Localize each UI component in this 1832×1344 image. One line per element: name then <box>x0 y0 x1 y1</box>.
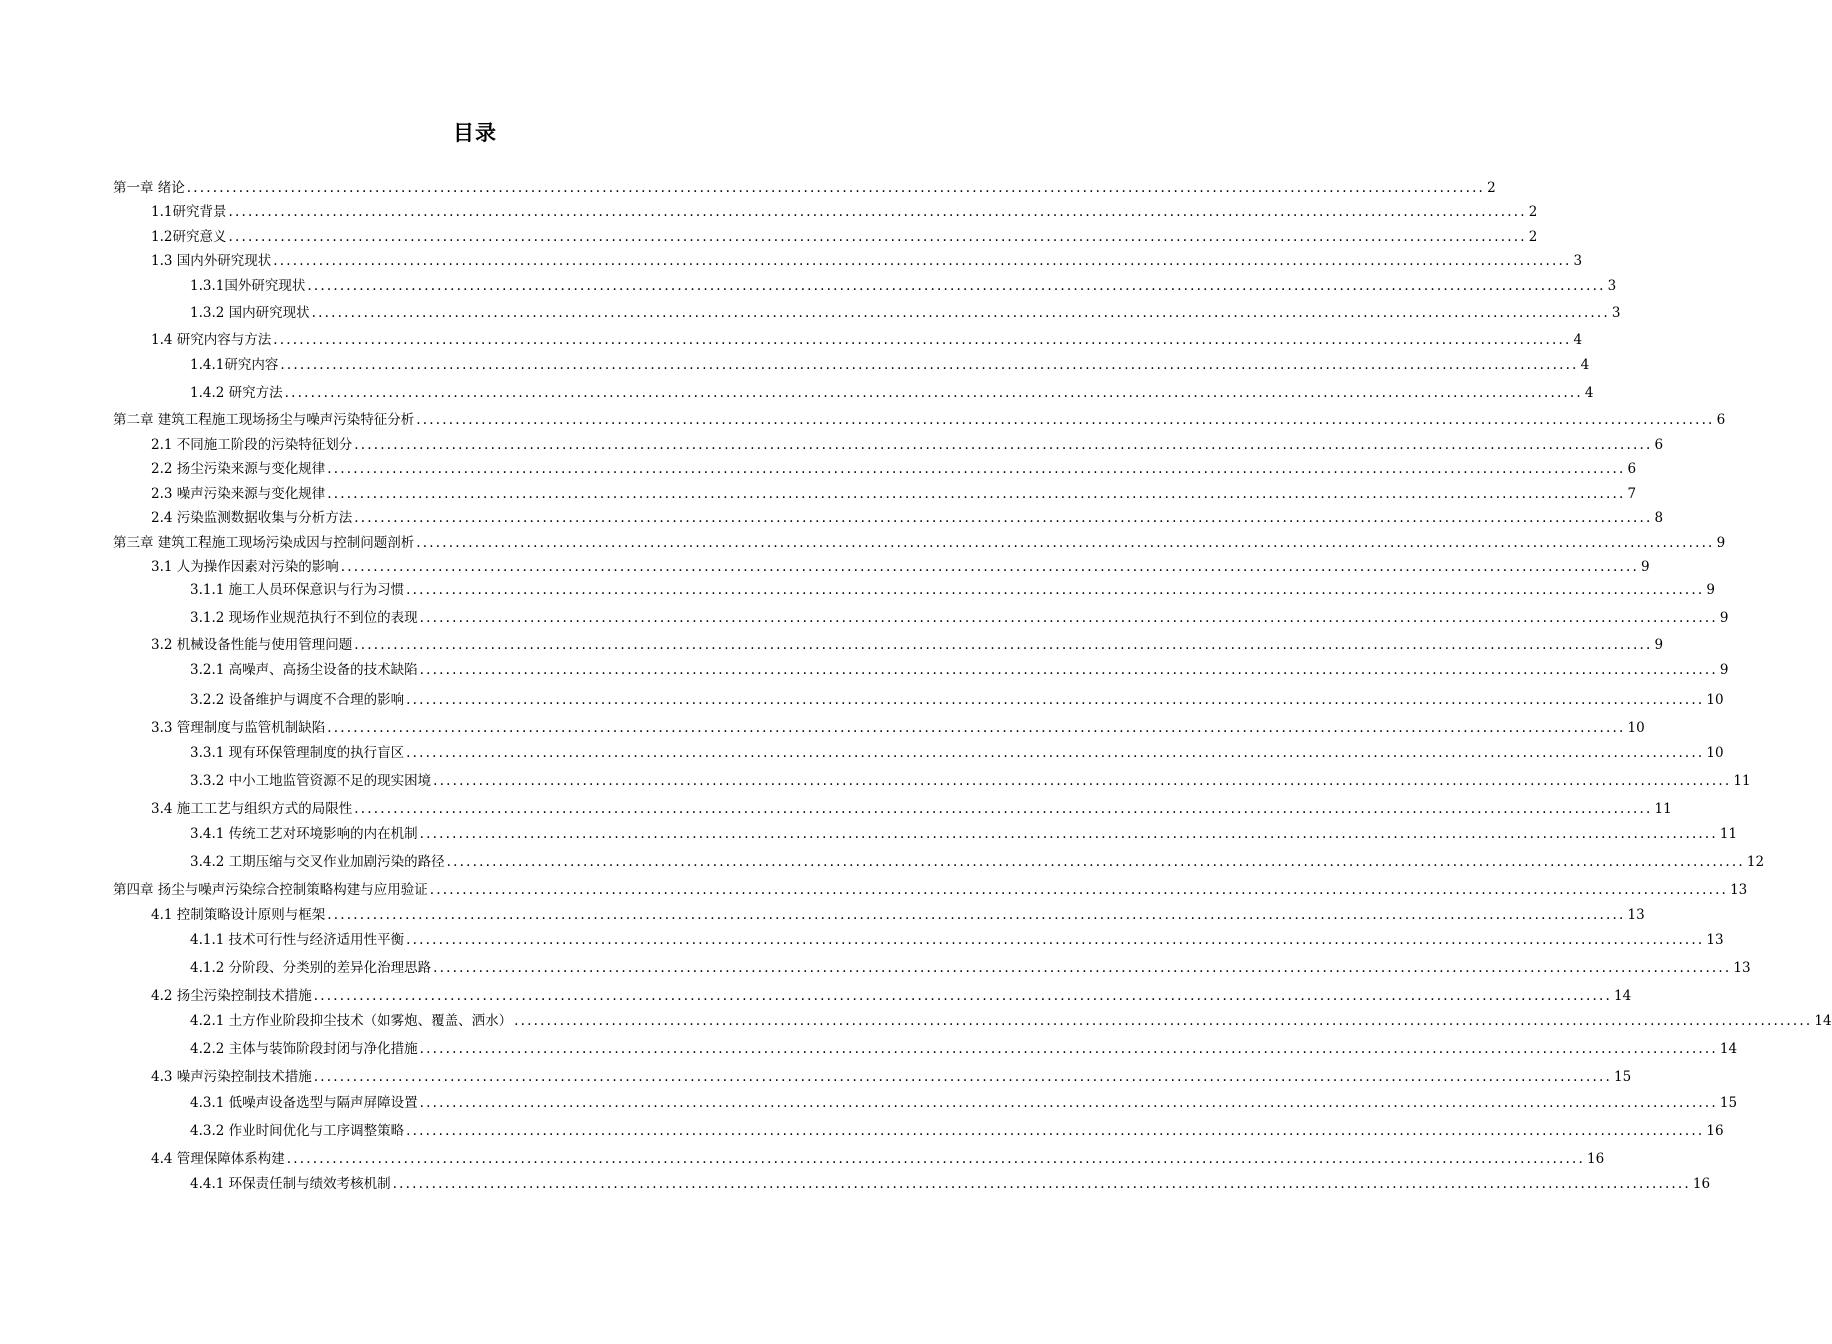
dot-leader: ........................................................................................................................................................................................................ <box>280 357 1579 373</box>
toc-entry-page-number: 14 <box>1814 1013 1832 1029</box>
toc-entry-label: 第三章 建筑工程施工现场污染成因与控制问题剖析 <box>113 535 415 551</box>
toc-entry-label: 4.1 控制策略设计原则与框架 <box>151 907 326 923</box>
toc-entry[interactable] <box>0 718 1645 738</box>
toc-entry-label: 1.3 国内外研究现状 <box>151 253 272 269</box>
toc-entry-label: 4.4.1 环保责任制与绩效考核机制 <box>190 1176 391 1192</box>
toc-entry[interactable] <box>0 355 1590 375</box>
dot-leader: ........................................................................................................................................................................................................ <box>406 932 1705 948</box>
dot-leader: ........................................................................................................................................................................................................ <box>354 437 1653 453</box>
toc-entry[interactable] <box>0 202 1538 222</box>
toc-entry[interactable] <box>0 1149 1605 1169</box>
dot-leader: ........................................................................................................................................................................................................ <box>186 180 1486 196</box>
toc-entry[interactable] <box>0 743 1724 763</box>
toc-entry-label: 3.3 管理制度与监管机制缺陷 <box>151 720 326 736</box>
toc-entry-label: 3.4 施工工艺与组织方式的局限性 <box>151 801 353 817</box>
toc-entry-page-number: 9 <box>1719 610 1729 626</box>
dot-leader: ........................................................................................................................................................................................................ <box>311 305 1610 321</box>
toc-entry[interactable] <box>0 852 1765 872</box>
toc-entry-label: 1.4.1研究内容 <box>190 357 279 373</box>
toc-entry[interactable] <box>0 330 1583 350</box>
toc-entry-page-number: 4 <box>1573 332 1583 348</box>
toc-entry-label: 2.1 不同施工阶段的污染特征划分 <box>151 437 353 453</box>
toc-entry-page-number: 13 <box>1706 932 1724 948</box>
toc-entry[interactable] <box>0 986 1632 1006</box>
toc-entry-label: 3.4.2 工期压缩与交叉作业加剧污染的路径 <box>190 854 445 870</box>
toc-entry-label: 1.4.2 研究方法 <box>190 385 283 401</box>
dot-leader: ........................................................................................................................................................................................................ <box>340 559 1640 575</box>
toc-entry-label: 3.2.1 高噪声、高扬尘设备的技术缺陷 <box>190 662 418 678</box>
toc-entry[interactable] <box>0 435 1664 455</box>
dot-leader: ........................................................................................................................................................................................................ <box>419 1095 1718 1111</box>
toc-entry-label: 2.3 噪声污染来源与变化规律 <box>151 486 326 502</box>
toc-entry-page-number: 4 <box>1584 385 1594 401</box>
dot-leader: ........................................................................................................................................................................................................ <box>419 826 1718 842</box>
dot-leader: ........................................................................................................................................................................................................ <box>327 720 1626 736</box>
toc-entry-page-number: 9 <box>1641 559 1650 575</box>
toc-entry-label: 3.1 人为操作因素对污染的影响 <box>151 559 339 575</box>
dot-leader: ........................................................................................................................................................................................................ <box>514 1013 1813 1029</box>
toc-entry[interactable] <box>0 557 1650 577</box>
toc-entry-label: 4.1.2 分阶段、分类别的差异化治理思路 <box>190 960 432 976</box>
toc-entry-label: 3.3.2 中小工地监管资源不足的现实困境 <box>190 773 432 789</box>
dot-leader: ........................................................................................................................................................................................................ <box>419 610 1718 626</box>
toc-entry-page-number: 3 <box>1573 253 1583 269</box>
dot-leader: ........................................................................................................................................................................................................ <box>228 204 1527 220</box>
toc-entry[interactable] <box>0 660 1729 680</box>
toc-entry[interactable] <box>0 635 1664 655</box>
dot-leader: ........................................................................................................................................................................................................ <box>313 1069 1613 1085</box>
toc-entry-page-number: 12 <box>1746 854 1765 870</box>
toc-entry-page-number: 10 <box>1706 745 1724 761</box>
dot-leader: ........................................................................................................................................................................................................ <box>273 253 1572 269</box>
dot-leader: ........................................................................................................................................................................................................ <box>446 854 1745 870</box>
toc-entry-page-number: 13 <box>1627 907 1645 923</box>
toc-entry-label: 4.2 扬尘污染控制技术措施 <box>151 988 312 1004</box>
toc-entry-page-number: 2 <box>1528 229 1538 245</box>
toc-entry-page-number: 8 <box>1654 510 1664 526</box>
dot-leader: ........................................................................................................................................................................................................ <box>284 385 1583 401</box>
toc-entry-label: 4.3.1 低噪声设备选型与隔声屏障设置 <box>190 1095 418 1111</box>
toc-entry-label: 3.3.1 现有环保管理制度的执行盲区 <box>190 745 405 761</box>
toc-entry[interactable] <box>0 958 1751 978</box>
toc-entry-page-number: 15 <box>1614 1069 1632 1085</box>
toc-entry[interactable] <box>0 880 1748 900</box>
dot-leader: ........................................................................................................................................................................................................ <box>313 988 1613 1004</box>
toc-entry-label: 1.1研究背景 <box>151 204 227 220</box>
toc-entry-page-number: 4 <box>1580 357 1590 373</box>
dot-leader: ........................................................................................................................................................................................................ <box>406 582 1705 598</box>
dot-leader: ........................................................................................................................................................................................................ <box>228 229 1527 245</box>
toc-entry[interactable] <box>0 251 1583 271</box>
dot-leader: ........................................................................................................................................................................................................ <box>327 907 1626 923</box>
toc-entry-label: 3.4.1 传统工艺对环境影响的内在机制 <box>190 826 418 842</box>
toc-entry[interactable] <box>0 690 1724 710</box>
dot-leader: ........................................................................................................................................................................................................ <box>273 332 1572 348</box>
toc-entry-page-number: 10 <box>1627 720 1645 736</box>
toc-entry-page-number: 16 <box>1706 1123 1724 1139</box>
toc-entry-page-number: 2 <box>1528 204 1538 220</box>
toc-entry-page-number: 13 <box>1733 960 1751 976</box>
toc-entry[interactable] <box>0 303 1621 323</box>
dot-leader: ........................................................................................................................................................................................................ <box>433 960 1732 976</box>
toc-entry[interactable] <box>0 930 1724 950</box>
toc-entry-label: 4.2.1 土方作业阶段抑尘技术（如雾炮、覆盖、洒水） <box>190 1013 513 1029</box>
toc-entry-label: 3.1.1 施工人员环保意识与行为习惯 <box>190 582 405 598</box>
toc-entry-page-number: 6 <box>1716 412 1726 428</box>
toc-entry-page-number: 9 <box>1716 535 1726 551</box>
toc-entry[interactable] <box>0 410 1726 430</box>
dot-leader: ........................................................................................................................................................................................................ <box>354 801 1653 817</box>
toc-entry[interactable] <box>0 508 1664 528</box>
page-title: 目录 <box>453 121 497 145</box>
toc-entry-label: 4.1.1 技术可行性与经济适用性平衡 <box>190 932 405 948</box>
dot-leader: ........................................................................................................................................................................................................ <box>416 412 1715 428</box>
toc-entry[interactable] <box>0 484 1637 504</box>
toc-entry[interactable] <box>0 771 1751 791</box>
dot-leader: ........................................................................................................................................................................................................ <box>327 461 1626 477</box>
dot-leader: ........................................................................................................................................................................................................ <box>416 535 1715 551</box>
toc-entry[interactable] <box>0 459 1637 479</box>
toc-entry-page-number: 15 <box>1719 1095 1738 1111</box>
toc-entry-page-number: 3 <box>1611 305 1621 321</box>
toc-entry-page-number: 7 <box>1627 486 1637 502</box>
dot-leader: ........................................................................................................................................................................................................ <box>419 662 1718 678</box>
toc-entry[interactable] <box>0 1067 1632 1087</box>
toc-entry-page-number: 11 <box>1654 801 1672 817</box>
toc-entry-label: 1.2研究意义 <box>151 229 227 245</box>
dot-leader: ........................................................................................................................................................................................................ <box>419 1041 1718 1057</box>
toc-entry[interactable] <box>0 1011 1832 1031</box>
toc-entry[interactable] <box>0 799 1672 819</box>
toc-entry[interactable] <box>0 276 1617 296</box>
toc-entry[interactable] <box>0 1039 1738 1059</box>
toc-entry-page-number: 9 <box>1719 662 1729 678</box>
toc-entry-label: 4.3 噪声污染控制技术措施 <box>151 1069 312 1085</box>
toc-entry-label: 4.2.2 主体与装饰阶段封闭与净化措施 <box>190 1041 418 1057</box>
toc-entry[interactable] <box>0 533 1726 553</box>
dot-leader: ........................................................................................................................................................................................................ <box>406 745 1705 761</box>
toc-entry[interactable] <box>0 1121 1724 1141</box>
toc-entry[interactable] <box>0 383 1594 403</box>
toc-entry-page-number: 14 <box>1614 988 1632 1004</box>
toc-entry-label: 2.4 污染监测数据收集与分析方法 <box>151 510 353 526</box>
toc-entry-page-number: 14 <box>1719 1041 1738 1057</box>
toc-entry-label: 第一章 绪论 <box>113 180 185 196</box>
toc-entry-page-number: 10 <box>1706 692 1724 708</box>
toc-entry-page-number: 9 <box>1654 637 1664 653</box>
toc-entry[interactable] <box>0 227 1538 247</box>
toc-entry[interactable] <box>0 580 1716 600</box>
dot-leader: ........................................................................................................................................................................................................ <box>307 278 1606 294</box>
toc-entry-label: 1.3.1国外研究现状 <box>190 278 306 294</box>
toc-entry-label: 1.4 研究内容与方法 <box>151 332 272 348</box>
dot-leader: ........................................................................................................................................................................................................ <box>429 882 1729 898</box>
toc-entry[interactable] <box>0 178 1496 198</box>
dot-leader: ........................................................................................................................................................................................................ <box>406 692 1705 708</box>
toc-entry-page-number: 13 <box>1730 882 1748 898</box>
toc-entry-label: 3.2.2 设备维护与调度不合理的影响 <box>190 692 405 708</box>
toc-entry-page-number: 6 <box>1627 461 1637 477</box>
toc-entry-page-number: 3 <box>1607 278 1617 294</box>
toc-entry[interactable] <box>0 905 1645 925</box>
toc-entry[interactable] <box>0 1174 1711 1194</box>
toc-entry-label: 1.3.2 国内研究现状 <box>190 305 310 321</box>
toc-entry-label: 4.4 管理保障体系构建 <box>151 1151 285 1167</box>
toc-entry-label: 第二章 建筑工程施工现场扬尘与噪声污染特征分析 <box>113 412 415 428</box>
toc-entry-page-number: 11 <box>1733 773 1751 789</box>
toc-entry-page-number: 2 <box>1487 180 1496 196</box>
toc-entry-page-number: 16 <box>1692 1176 1711 1192</box>
dot-leader: ........................................................................................................................................................................................................ <box>286 1151 1586 1167</box>
toc-entry-label: 3.1.2 现场作业规范执行不到位的表现 <box>190 610 418 626</box>
dot-leader: ........................................................................................................................................................................................................ <box>433 773 1732 789</box>
toc-entry-page-number: 9 <box>1706 582 1716 598</box>
dot-leader: ........................................................................................................................................................................................................ <box>354 637 1653 653</box>
dot-leader: ........................................................................................................................................................................................................ <box>392 1176 1691 1192</box>
toc-entry[interactable] <box>0 1093 1738 1113</box>
dot-leader: ........................................................................................................................................................................................................ <box>406 1123 1705 1139</box>
toc-entry-label: 3.2 机械设备性能与使用管理问题 <box>151 637 353 653</box>
toc-entry-page-number: 6 <box>1654 437 1664 453</box>
toc-entry[interactable] <box>0 824 1738 844</box>
dot-leader: ........................................................................................................................................................................................................ <box>327 486 1626 502</box>
toc-entry-label: 2.2 扬尘污染来源与变化规律 <box>151 461 326 477</box>
toc-entry-page-number: 11 <box>1719 826 1738 842</box>
toc-entry-page-number: 16 <box>1587 1151 1605 1167</box>
toc-entry[interactable] <box>0 608 1729 628</box>
toc-entry-label: 4.3.2 作业时间优化与工序调整策略 <box>190 1123 405 1139</box>
toc-entry-label: 第四章 扬尘与噪声污染综合控制策略构建与应用验证 <box>113 882 428 898</box>
dot-leader: ........................................................................................................................................................................................................ <box>354 510 1653 526</box>
